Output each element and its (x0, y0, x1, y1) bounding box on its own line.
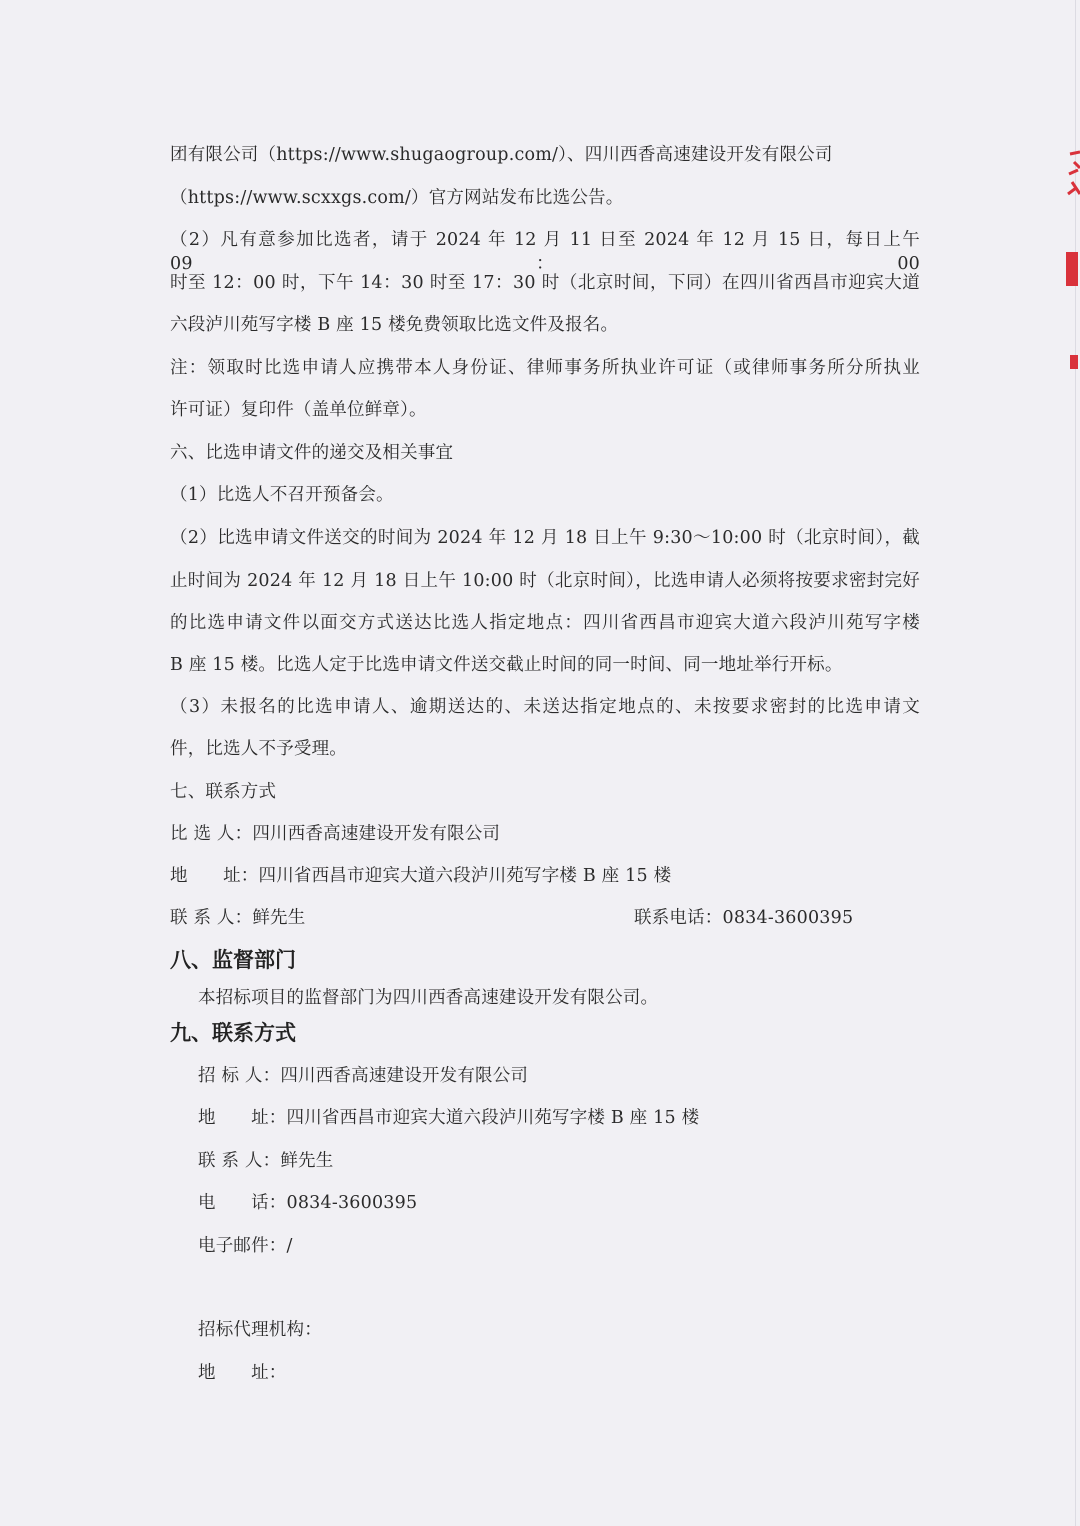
phone-value: 0834-3600395 (286, 1193, 418, 1213)
text-line: B 座 15 楼。比选人定于比选申请文件送交截止时间的同一时间、同一地址举行开标。 (170, 655, 843, 675)
text-line: 的比选申请文件以面交方式送达比选人指定地点：四川省西昌市迎宾大道六段泸川苑写字楼 (170, 613, 920, 633)
section-8-body: 本招标项目的监督部门为四川西香高速建设开发有限公司。 (198, 988, 659, 1008)
text-line: （3）未报名的比选申请人、逾期送达的、未送达指定地点的、未按要求密封的比选申请文 (170, 697, 920, 717)
contact-value: 鲜先生 (280, 1151, 334, 1171)
address-label: 地 址： (198, 1108, 287, 1128)
text-line: 注：领取时比选申请人应携带本人身份证、律师事务所执业许可证（或律师事务所分所执业 (170, 358, 920, 378)
phone-row (634, 906, 853, 930)
bidder-row (170, 822, 500, 846)
contact-row (170, 906, 305, 930)
section-9-heading: 九、联系方式 (170, 1021, 296, 1045)
contact-value: 鲜先生 (252, 908, 306, 928)
text-line: 时至 12：00 时，下午 14：30 时至 17：30 时（北京时间，下同）在四川省西昌市迎宾大道 (170, 273, 920, 293)
address-row (198, 1106, 699, 1130)
email-label: 电子邮件： (198, 1236, 287, 1256)
phone-value: 0834-3600395 (722, 908, 854, 928)
agency-label: 招标代理机构： (198, 1320, 322, 1340)
text-line: 许可证）复印件（盖单位鲜章）。 (170, 400, 427, 420)
text-line: 六段泸川苑写字楼 B 座 15 楼免费领取比选文件及报名。 (170, 315, 619, 335)
phone-label: 电 话： (198, 1193, 287, 1213)
address-label: 地 址： (170, 866, 259, 886)
text-line: 止时间为 2024 年 12 月 18 日上午 10:00 时（北京时间），比选申请人必须将按要求密封完好 (170, 571, 920, 591)
email-value: / (286, 1236, 293, 1256)
seal-fragment-top (1066, 148, 1080, 208)
text-line: （1）比选人不召开预备会。 (170, 485, 394, 505)
section-6-title: 六、比选申请文件的递交及相关事宜 (170, 443, 454, 463)
tenderer-label: 招 标 人： (198, 1066, 281, 1086)
email-row (198, 1234, 293, 1258)
seal-fragment-middle (1066, 252, 1078, 286)
bidder-value: 四川西香高速建设开发有限公司 (252, 824, 501, 844)
bidder-label: 比 选 人： (170, 824, 253, 844)
text-line: 团有限公司（https://www.shugaogroup.com/）、四川西香高速建设开发有限公司 (170, 145, 833, 165)
address-value: 四川省西昌市迎宾大道六段泸川苑写字楼 B 座 15 楼 (258, 866, 672, 886)
section-7-title: 七、联系方式 (170, 782, 277, 802)
agency-row (198, 1318, 322, 1342)
text-line: （2）凡有意参加比选者，请于 2024 年 12 月 11 日至 2024 年 12 月 15 日，每日上午 09：00 (170, 230, 920, 274)
section-8-heading: 八、监督部门 (170, 948, 296, 972)
seal-fragment-bottom (1070, 355, 1078, 369)
tenderer-value: 四川西香高速建设开发有限公司 (280, 1066, 529, 1086)
agency-address-row (198, 1361, 287, 1385)
phone-label: 联系电话： (634, 908, 723, 928)
agency-address-label: 地 址： (198, 1363, 287, 1383)
text-line: 件，比选人不予受理。 (170, 739, 347, 759)
phone-row (198, 1191, 417, 1215)
tenderer-row (198, 1064, 528, 1088)
text-line: （https://www.scxxgs.com/）官方网站发布比选公告。 (170, 188, 624, 208)
text-line: （2）比选申请文件送交的时间为 2024 年 12 月 18 日上午 9:30～10:00 时（北京时间），截 (170, 528, 920, 548)
address-row (170, 864, 671, 888)
contact-label: 联 系 人： (170, 908, 253, 928)
address-value: 四川省西昌市迎宾大道六段泸川苑写字楼 B 座 15 楼 (286, 1108, 700, 1128)
contact-label: 联 系 人： (198, 1151, 281, 1171)
fold-line (1075, 0, 1076, 1526)
contact-row (198, 1149, 333, 1173)
